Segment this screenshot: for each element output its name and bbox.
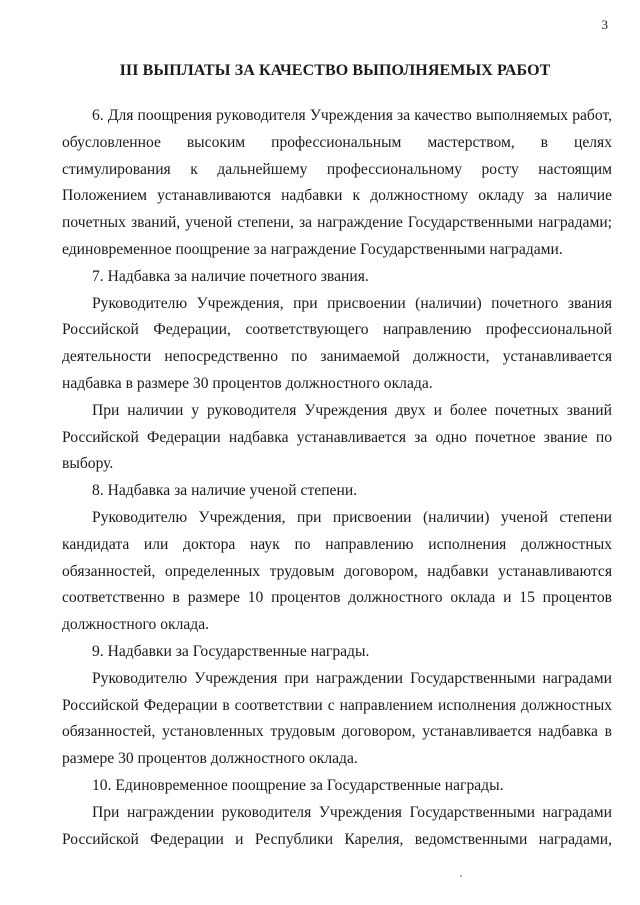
document-body <box>62 103 612 853</box>
scan-speck <box>460 875 462 877</box>
paragraph-7-heading: 7. Надбавка за наличие почетного звания. <box>92 267 369 285</box>
section-heading: III ВЫПЛАТЫ ЗА КАЧЕСТВО ВЫПОЛНЯЕМЫХ РАБОТ <box>119 62 551 79</box>
paragraph-9-heading: 9. Надбавки за Государственные награды. <box>92 642 370 660</box>
paragraph-7-text-2: При наличии у руководителя Учреждения двух и более почетных званий Российской Федерации надбавка устанавливается за одно почетное звание по выбору. <box>62 401 612 473</box>
paragraph-10-text: При награждении руководителя Учреждения Государственными наградами Российской Федерации и Республики Карелия, ведомственными наградами, <box>62 803 612 848</box>
paragraph-6: 6. Для поощрения руководителя Учреждения за качество выполняемых работ, обусловленное высоким профессиональным мастерством, в целях стимулирования к дальнейшему профессиональному росту настоящим Положением устанавливаются надбавки к должностному окладу за наличие почетных званий, ученой степени, за награждение Государственными наградами; единовременное поощрение за награждение Государственными наградами. <box>62 107 612 258</box>
paragraph-8-text: Руководителю Учреждения, при присвоении (наличии) ученой степени кандидата или доктора наук по направлению исполнения должностных обязанностей, определенных трудовым договором, надбавки устанавливаются соответственно в размере 10 процентов должностного оклада и 15 процентов должностного оклада. <box>62 508 612 634</box>
paragraph-8-heading: 8. Надбавка за наличие ученой степени. <box>92 482 358 500</box>
page-number: 3 <box>601 17 608 32</box>
paragraph-10-heading: 10. Единовременное поощрение за Государственные награды. <box>92 776 504 794</box>
paragraph-9-text: Руководителю Учреждения при награждении Государственными наградами Российской Федерации в соответствии с направлением исполнения должностных обязанностей, установленных трудовым договором, устанавливается надбавка в размере 30 процентов должностного оклада. <box>62 669 612 768</box>
paragraph-7-text: Руководителю Учреждения, при присвоении (наличии) почетного звания Российской Федерации, соответствующего направлению профессиональной деятельности непосредственно по занимаемой должности, устанавливается надбавка в размере 30 процентов должностного оклада. <box>62 294 612 392</box>
